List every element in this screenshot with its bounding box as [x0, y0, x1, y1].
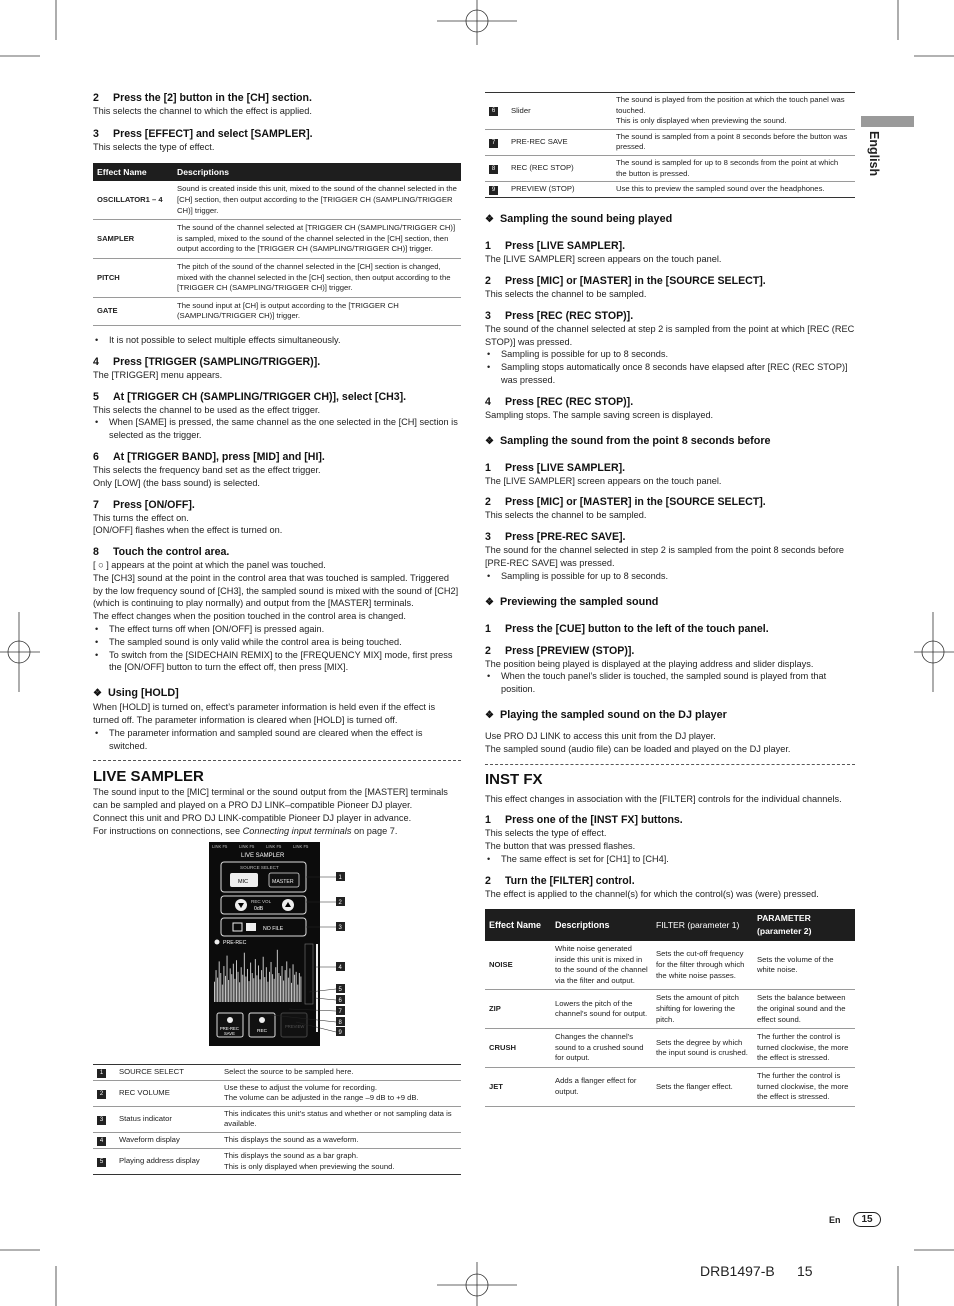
- caption-number-badge: 7: [489, 139, 498, 148]
- caption-number-badge: 8: [489, 165, 498, 174]
- inst-filter: Sets the flanger effect.: [652, 1068, 753, 1107]
- inst-fx-table: [485, 909, 855, 1106]
- inst-description: Adds a flanger effect for output.: [551, 1068, 652, 1107]
- inst-descriptions-header: Descriptions: [551, 909, 652, 941]
- sampling-step-heading: 4 Press [REC (REC STOP)].: [485, 395, 634, 408]
- sampling8-step-text: The sound for the channel selected in step 2 is sampled from the point 8 seconds before [PRE-REC SAVE] was pressed.: [485, 545, 845, 568]
- inst-row: [485, 990, 855, 1029]
- step-5-bullet: • When [SAME] is pressed, the same channel as the one selected in the [CH] section is selected as the trigger.: [93, 416, 461, 442]
- inst-effect-name: CRUSH: [485, 1029, 551, 1068]
- screen-tab: LINK F5: [266, 843, 282, 849]
- waveform-bar: [258, 965, 259, 1002]
- sampling-bullets: [485, 348, 855, 386]
- step-8-bullet-1: • The effect turns off when [ON/OFF] is pressed again.: [93, 623, 461, 636]
- step-8-line-2: The [CH3] sound at the point in the control area that was touched is sampled. Triggered by the low frequency sound of [CH3], the sampled sound is mixed with the sound of [CH2] (which is continuing to play normally) and output from the [MASTER] terminals.: [93, 572, 459, 609]
- waveform-bar: [263, 956, 264, 1001]
- step-6-text-2: Only [LOW] (the bass sound) is selected.: [93, 477, 260, 488]
- effect-name: PITCH: [93, 258, 173, 297]
- waveform-bar: [241, 967, 242, 1002]
- step-6-heading: 6 At [TRIGGER BAND], press [MID] and [HI].: [93, 450, 325, 463]
- waveform-bar: [282, 966, 283, 1002]
- waveform-bar: [233, 963, 234, 1001]
- screen-tab: LINK F5: [212, 843, 228, 849]
- caption-description: This indicates this unit’s status and whether or not sampling data is available.: [220, 1106, 461, 1132]
- callout-number: 1: [338, 874, 342, 881]
- waveform-bar: [297, 984, 298, 1001]
- waveform-bar: [249, 981, 250, 1002]
- inst-effect-name: ZIP: [485, 990, 551, 1029]
- dj-player-text-1: Use PRO DJ LINK to access this unit from the DJ player.: [485, 730, 716, 741]
- caption-name: SOURCE SELECT: [115, 1064, 220, 1080]
- caption-description: Use this to preview the sampled sound over the headphones.: [612, 182, 855, 198]
- waveform-bar: [239, 982, 240, 1002]
- caption-description: The sound is played from the position at which the touch panel was touched. This is only displayed when previewing the sound.: [612, 93, 855, 130]
- waveform-bar: [236, 960, 237, 1002]
- waveform-bar: [220, 973, 221, 1002]
- waveform-bar: [271, 962, 272, 1002]
- preview-step-heading: 2 Press [PREVIEW (STOP)].: [485, 644, 635, 657]
- waveform-bar: [289, 968, 290, 1002]
- sampling-step-text: This selects the channel to be sampled.: [485, 288, 647, 299]
- live-sampler-screen-figure: [93, 842, 461, 1062]
- parameter-header: PARAMETER (parameter 2): [753, 909, 855, 941]
- caption-description: The sound is sampled for up to 8 seconds from the point at which the button is pressed.: [612, 155, 855, 181]
- preview-step-heading: 1 Press the [CUE] button to the left of the touch panel.: [485, 622, 769, 635]
- live-sampler-title: LIVE SAMPLER: [93, 768, 204, 786]
- waveform-bar: [252, 973, 253, 1002]
- caption-name: Status indicator: [115, 1106, 220, 1132]
- using-hold-text: When [HOLD] is turned on, effect’s parameter information is held even if the effect is turned off. The parameter information is cleared when [HOLD] is turned off.: [93, 702, 436, 726]
- descriptions-header: Descriptions: [173, 163, 461, 182]
- callout-number: 4: [338, 964, 342, 971]
- effect-description: The sound of the channel selected at [TRIGGER CH (SAMPLING/TRIGGER CH)] is sampled, mixed to the sound of the channel selected in the [CH] section, then output according to the [TRIGGER CH (SAMPLING/TRIGGER CH)] trigger.: [173, 220, 461, 259]
- sampling8-step-text: The [LIVE SAMPLER] screen appears on the touch panel.: [485, 475, 722, 486]
- caption-row: [93, 1133, 461, 1149]
- waveform-bar: [255, 959, 256, 1002]
- waveform-bar: [272, 974, 273, 1002]
- step-8-bullet-3: • To switch from the [SIDECHAIN REMIX] to the [FREQUENCY MIX] mode, first press the [ON/OFF] button to turn the effect off, then press [MIX].: [93, 649, 461, 675]
- sampling8-bullets: [485, 570, 855, 583]
- waveform-bar: [278, 973, 279, 1002]
- step-8-line-3: The effect changes when the position touched in the control area is changed.: [93, 611, 406, 622]
- waveform-bar: [217, 977, 218, 1001]
- waveform-bar: [222, 984, 223, 1001]
- effect-name: SAMPLER: [93, 220, 173, 259]
- sampling8-step-text: This selects the channel to be sampled.: [485, 510, 647, 521]
- inst-parameter: Sets the volume of the white noise.: [753, 941, 855, 990]
- caption-number: [485, 155, 507, 181]
- callout-number: 8: [338, 1019, 342, 1026]
- effect-name: GATE: [93, 297, 173, 325]
- effect-name-header: Effect Name: [93, 163, 173, 182]
- preview-step-text: The position being played is displayed at the playing address and slider displays.: [485, 658, 814, 669]
- inst-fx-text: This effect changes in association with the [FILTER] controls for the individual channels.: [485, 793, 842, 804]
- language-tab: [861, 116, 914, 127]
- preview-heading: ❖ Previewing the sampled sound: [485, 595, 659, 608]
- sampling8-heading: ❖ Sampling the sound from the point 8 seconds before: [485, 434, 771, 447]
- caption-number: [93, 1149, 115, 1175]
- sampling-step-text: The [LIVE SAMPLER] screen appears on the touch panel.: [485, 254, 722, 265]
- waveform-bar: [214, 981, 215, 1001]
- screen-title: LIVE SAMPLER: [241, 852, 285, 859]
- waveform-bar: [242, 974, 243, 1001]
- waveform-bar: [253, 978, 254, 1002]
- callout-number: 7: [338, 1008, 342, 1015]
- waveform-bar: [277, 949, 278, 1001]
- step-6-text-1: This selects the frequency band set as the effect trigger.: [93, 464, 321, 475]
- waveform-bar: [266, 967, 267, 1002]
- caption-name: Slider: [507, 93, 612, 130]
- waveform-bar: [299, 973, 300, 1002]
- inst-filter: Sets the cut-off frequency for the filter through which the white noise passes.: [652, 941, 753, 990]
- waveform-bar: [275, 967, 276, 1002]
- waveform-bar: [231, 974, 232, 1002]
- caption-name: Waveform display: [115, 1133, 220, 1149]
- preview-label: PREVIEW: [285, 1023, 305, 1029]
- caption-number: [93, 1080, 115, 1106]
- waveform-bar: [227, 955, 228, 1001]
- inst-filter: Sets the degree by which the input sound is crushed.: [652, 1029, 753, 1068]
- inst-step-1-text-2: The button that was pressed flashes.: [485, 841, 636, 852]
- screen-tab: LINK F5: [293, 843, 309, 849]
- step-2-text: This selects the channel to which the effect is applied.: [93, 106, 312, 116]
- preview-bullets: [485, 670, 855, 696]
- inst-step-2-text: The effect is applied to the channel(s) for which the control(s) was (were) pressed.: [485, 888, 819, 899]
- effect-row: [93, 258, 461, 297]
- mic-label: MIC: [238, 878, 249, 885]
- sampling8-bullet: • Sampling is possible for up to 8 seconds.: [485, 570, 855, 583]
- waveform-bar: [256, 975, 257, 1002]
- caption-name: Playing address display: [115, 1149, 220, 1175]
- waveform-bar: [300, 976, 301, 1002]
- effect-description: The sound input at [CH] is output according to the [TRIGGER CH (SAMPLING/TRIGGER CH)] trigger.: [173, 297, 461, 325]
- live-sampler-text-2: Connect this unit and PRO DJ LINK-compatible Pioneer DJ player in advance.: [93, 813, 412, 824]
- sampling-bullet: • Sampling stops automatically once 8 seconds have elapsed after [REC (REC STOP)] was pressed.: [485, 361, 855, 387]
- sampling8-step-heading: 3 Press [PRE-REC SAVE].: [485, 531, 626, 544]
- caption-row: [485, 93, 855, 130]
- live-sampler-screen: [93, 842, 461, 1057]
- waveform-bar: [245, 976, 246, 1002]
- pre-rec-label: PRE-REC: [223, 939, 247, 946]
- sampling-step-text: Sampling stops. The sample saving screen is displayed.: [485, 409, 714, 420]
- step-8-line-1: [ ○ ] appears at the point at which the panel was touched.: [93, 560, 326, 571]
- waveform-bar: [286, 961, 287, 1002]
- filter-header: FILTER (parameter 1): [652, 909, 753, 941]
- step-3-heading: 3 Press [EFFECT] and select [SAMPLER].: [93, 127, 313, 140]
- caption-table-2: [485, 92, 855, 198]
- sampling8-step-heading: 1 Press [LIVE SAMPLER].: [485, 461, 626, 474]
- step-7-text-2: [ON/OFF] flashes when the effect is turned on.: [93, 525, 283, 536]
- screen-tab: LINK F5: [239, 843, 255, 849]
- preview-procedure: [485, 595, 855, 696]
- caption-description: This displays the sound as a bar graph. This is only displayed when previewing the sound.: [220, 1149, 461, 1175]
- caption-number-badge: 1: [97, 1069, 106, 1078]
- caption-number-badge: 5: [97, 1158, 106, 1167]
- status-indicator-icon: [246, 923, 256, 931]
- note-multiple-effects: • It is not possible to select multiple effects simultaneously.: [93, 334, 461, 347]
- inst-step-2-heading: 2 Turn the [FILTER] control.: [485, 874, 635, 887]
- caption-number-badge: 4: [97, 1137, 106, 1146]
- right-column: [485, 92, 855, 1107]
- step-4-heading: 4 Press [TRIGGER (SAMPLING/TRIGGER)].: [93, 355, 321, 368]
- caption-number: [485, 182, 507, 198]
- section-divider: [93, 760, 461, 761]
- rec-vol-label: REC VOL: [251, 898, 272, 904]
- caption-name: REC (REC STOP): [507, 155, 612, 181]
- inst-parameter: The further the control is turned clockwise, the more the effect is stressed.: [753, 1068, 855, 1107]
- waveform-bar: [267, 981, 268, 1001]
- caption-name: PREVIEW (STOP): [507, 182, 612, 198]
- inst-filter: Sets the amount of pitch shifting for lowering the pitch.: [652, 990, 753, 1029]
- using-hold-heading: ❖ Using [HOLD]: [93, 687, 179, 700]
- caption-name: PRE-REC SAVE: [507, 129, 612, 155]
- language-label: English: [867, 131, 881, 177]
- caption-row: [93, 1064, 461, 1080]
- sampling-procedure: [485, 212, 855, 421]
- pre-rec-save-label-2: SAVE: [224, 1030, 235, 1036]
- sampling-step-heading: 2 Press [MIC] or [MASTER] in the [SOURCE SELECT].: [485, 274, 766, 287]
- waveform-bar: [274, 978, 275, 1001]
- waveform-bar: [234, 978, 235, 1001]
- callout-number: 5: [338, 986, 342, 993]
- footer-en: En: [829, 1215, 841, 1225]
- waveform-bar: [283, 980, 284, 1001]
- caption-number: [93, 1133, 115, 1149]
- inst-description: Lowers the pitch of the channel’s sound for output.: [551, 990, 652, 1029]
- inst-parameter: Sets the balance between the original sound and the effect sound.: [753, 990, 855, 1029]
- inst-step-1-heading: 1 Press one of the [INST FX] buttons.: [485, 814, 683, 827]
- effect-description: The pitch of the sound of the channel selected in the [CH] section is changed, mixed with the channel selected in the [CH] section, then output according to the [TRIGGER CH (SAMPLING/TRIGGER CH)] trigger.: [173, 258, 461, 297]
- caption-row: [93, 1106, 461, 1132]
- sampling-heading: ❖ Sampling the sound being played: [485, 213, 673, 226]
- caption-description: This displays the sound as a waveform.: [220, 1133, 461, 1149]
- inst-description: White noise generated inside this unit is mixed in to the sound of the channel via the filter and output.: [551, 941, 652, 990]
- waveform-bar: [219, 961, 220, 1002]
- step-3-text: This selects the type of effect.: [93, 141, 215, 152]
- callout-number: 9: [338, 1029, 342, 1036]
- waveform-bar: [216, 970, 217, 1002]
- step-8-heading: 8 Touch the control area.: [93, 546, 230, 559]
- caption-row: [485, 155, 855, 181]
- inst-effect-name-header: Effect Name: [485, 909, 551, 941]
- effect-row: [93, 220, 461, 259]
- pre-rec-save-label-1: PRE-REC: [220, 1025, 239, 1031]
- inst-effect-name: JET: [485, 1068, 551, 1107]
- sampling-step-text: The sound of the channel selected at step 2 is sampled from the point at which [REC (REC STOP)] was pressed.: [485, 323, 855, 347]
- note-list: [93, 334, 461, 347]
- step-7-text-1: This turns the effect on.: [93, 512, 189, 523]
- waveform-bar: [291, 983, 292, 1002]
- dj-player-text-2: The sampled sound (audio file) can be loaded and played on the DJ player.: [485, 743, 791, 754]
- caption-number-badge: 9: [489, 186, 498, 195]
- section-divider-2: [485, 764, 855, 765]
- step-5-text: This selects the channel to be used as the effect trigger.: [93, 404, 321, 415]
- caption-row: [485, 129, 855, 155]
- waveform-bar: [230, 968, 231, 1002]
- inst-row: [485, 1029, 855, 1068]
- step-5-heading: 5 At [TRIGGER CH (SAMPLING/TRIGGER CH)], select [CH3].: [93, 390, 407, 403]
- waveform-bar: [280, 976, 281, 1002]
- waveform-bar: [250, 962, 251, 1001]
- sampling8-procedure: [485, 434, 855, 583]
- master-label: MASTER: [272, 878, 294, 885]
- waveform-bar: [247, 969, 248, 1002]
- caption-table-1: [93, 1064, 461, 1176]
- waveform-bar: [288, 977, 289, 1001]
- waveform-bar: [244, 952, 245, 1001]
- caption-number-badge: 6: [489, 107, 498, 116]
- waveform-bar: [228, 980, 229, 1002]
- footer-doc-page: 15: [797, 1263, 813, 1279]
- sampling-bullet: • Sampling is possible for up to 8 seconds.: [485, 348, 855, 361]
- source-select-label: SOURCE SELECT: [240, 864, 279, 870]
- callout-number: 3: [338, 924, 342, 931]
- waveform-bar: [285, 970, 286, 1002]
- slider[interactable]: [316, 944, 318, 1032]
- callout-number: 2: [338, 899, 342, 906]
- inst-parameter: The further the control is turned clockwise, the more the effect is stressed.: [753, 1029, 855, 1068]
- caption-description: Use these to adjust the volume for recording. The volume can be adjusted in the range –9 dB to +9 dB.: [220, 1080, 461, 1106]
- preview-bullet: • When the touch panel’s slider is touched, the sampled sound is played from that position.: [485, 670, 855, 696]
- effect-row: [93, 297, 461, 325]
- waveform-bar: [293, 964, 294, 1002]
- rec-label: REC: [257, 1028, 268, 1034]
- left-column: [93, 92, 461, 1175]
- waveform-bar: [294, 974, 295, 1001]
- footer-page-number: 15: [853, 1212, 881, 1227]
- waveform-bar: [261, 970, 262, 1002]
- rec-vol-value: 0dB: [254, 905, 264, 912]
- caption-name: REC VOLUME: [115, 1080, 220, 1106]
- waveform-bar: [264, 977, 265, 1002]
- inst-step-1-bullet: • The same effect is set for [CH1] to [CH4].: [485, 853, 855, 866]
- using-hold-bullet: • The parameter information and sampled sound are cleared when the effect is switched.: [93, 727, 461, 753]
- caption-row: [93, 1149, 461, 1175]
- inst-effect-name: NOISE: [485, 941, 551, 990]
- caption-description: Select the source to be sampled here.: [220, 1064, 461, 1080]
- caption-description: The sound is sampled from a point 8 seconds before the button was pressed.: [612, 129, 855, 155]
- effect-table: [93, 163, 461, 326]
- step-4-text: The [TRIGGER] menu appears.: [93, 369, 223, 380]
- inst-row: [485, 941, 855, 990]
- effect-name: OSCILLATOR1 – 4: [93, 181, 173, 219]
- caption-row: [485, 182, 855, 198]
- callout-number: 6: [338, 997, 342, 1004]
- live-sampler-text-3: For instructions on connections, see Connecting input terminals on page 7.: [93, 825, 398, 836]
- caption-number: [485, 129, 507, 155]
- step-8-bullet-2: • The sampled sound is only valid while the control area is being touched.: [93, 636, 461, 649]
- waveform-bar: [296, 971, 297, 1001]
- inst-step-1-text-1: This selects the type of effect.: [485, 828, 607, 839]
- caption-number: [93, 1106, 115, 1132]
- effect-description: Sound is created inside this unit, mixed to the sound of the channel selected in the [CH] section, then output according to the [TRIGGER CH (SAMPLING/TRIGGER CH)] trigger.: [173, 181, 461, 219]
- inst-description: Changes the channel’s sound to a crushed sound for output.: [551, 1029, 652, 1068]
- caption-row: [93, 1080, 461, 1106]
- no-file-label: NO FILE: [263, 925, 284, 932]
- caption-number-badge: 2: [97, 1090, 106, 1099]
- waveform-bar: [260, 979, 261, 1002]
- caption-number: [485, 93, 507, 130]
- step-2-heading: 2 Press the [2] button in the [CH] section.: [93, 92, 312, 104]
- caption-number-badge: 3: [97, 1116, 106, 1125]
- footer-doc-code: DRB1497-B: [700, 1263, 775, 1279]
- inst-row: [485, 1068, 855, 1107]
- step-7-heading: 7 Press [ON/OFF].: [93, 498, 195, 511]
- waveform-bar: [223, 966, 224, 1002]
- live-sampler-text-1: The sound input to the [MIC] terminal or the sound output from the [MASTER] terminals can be sampled and played on a PRO DJ LINK–compatible Pioneer DJ player.: [93, 787, 448, 811]
- waveform-bar: [225, 976, 226, 1002]
- sampling-step-heading: 3 Press [REC (REC STOP)].: [485, 309, 634, 322]
- effect-row: [93, 181, 461, 219]
- waveform-bar: [238, 971, 239, 1001]
- sampling-step-heading: 1 Press [LIVE SAMPLER].: [485, 240, 626, 253]
- caption-number: [93, 1064, 115, 1080]
- dj-player-heading: ❖ Playing the sampled sound on the DJ player: [485, 708, 727, 721]
- waveform-bar: [269, 971, 270, 1001]
- sampling8-step-heading: 2 Press [MIC] or [MASTER] in the [SOURCE SELECT].: [485, 496, 766, 509]
- inst-fx-title: INST FX: [485, 770, 543, 788]
